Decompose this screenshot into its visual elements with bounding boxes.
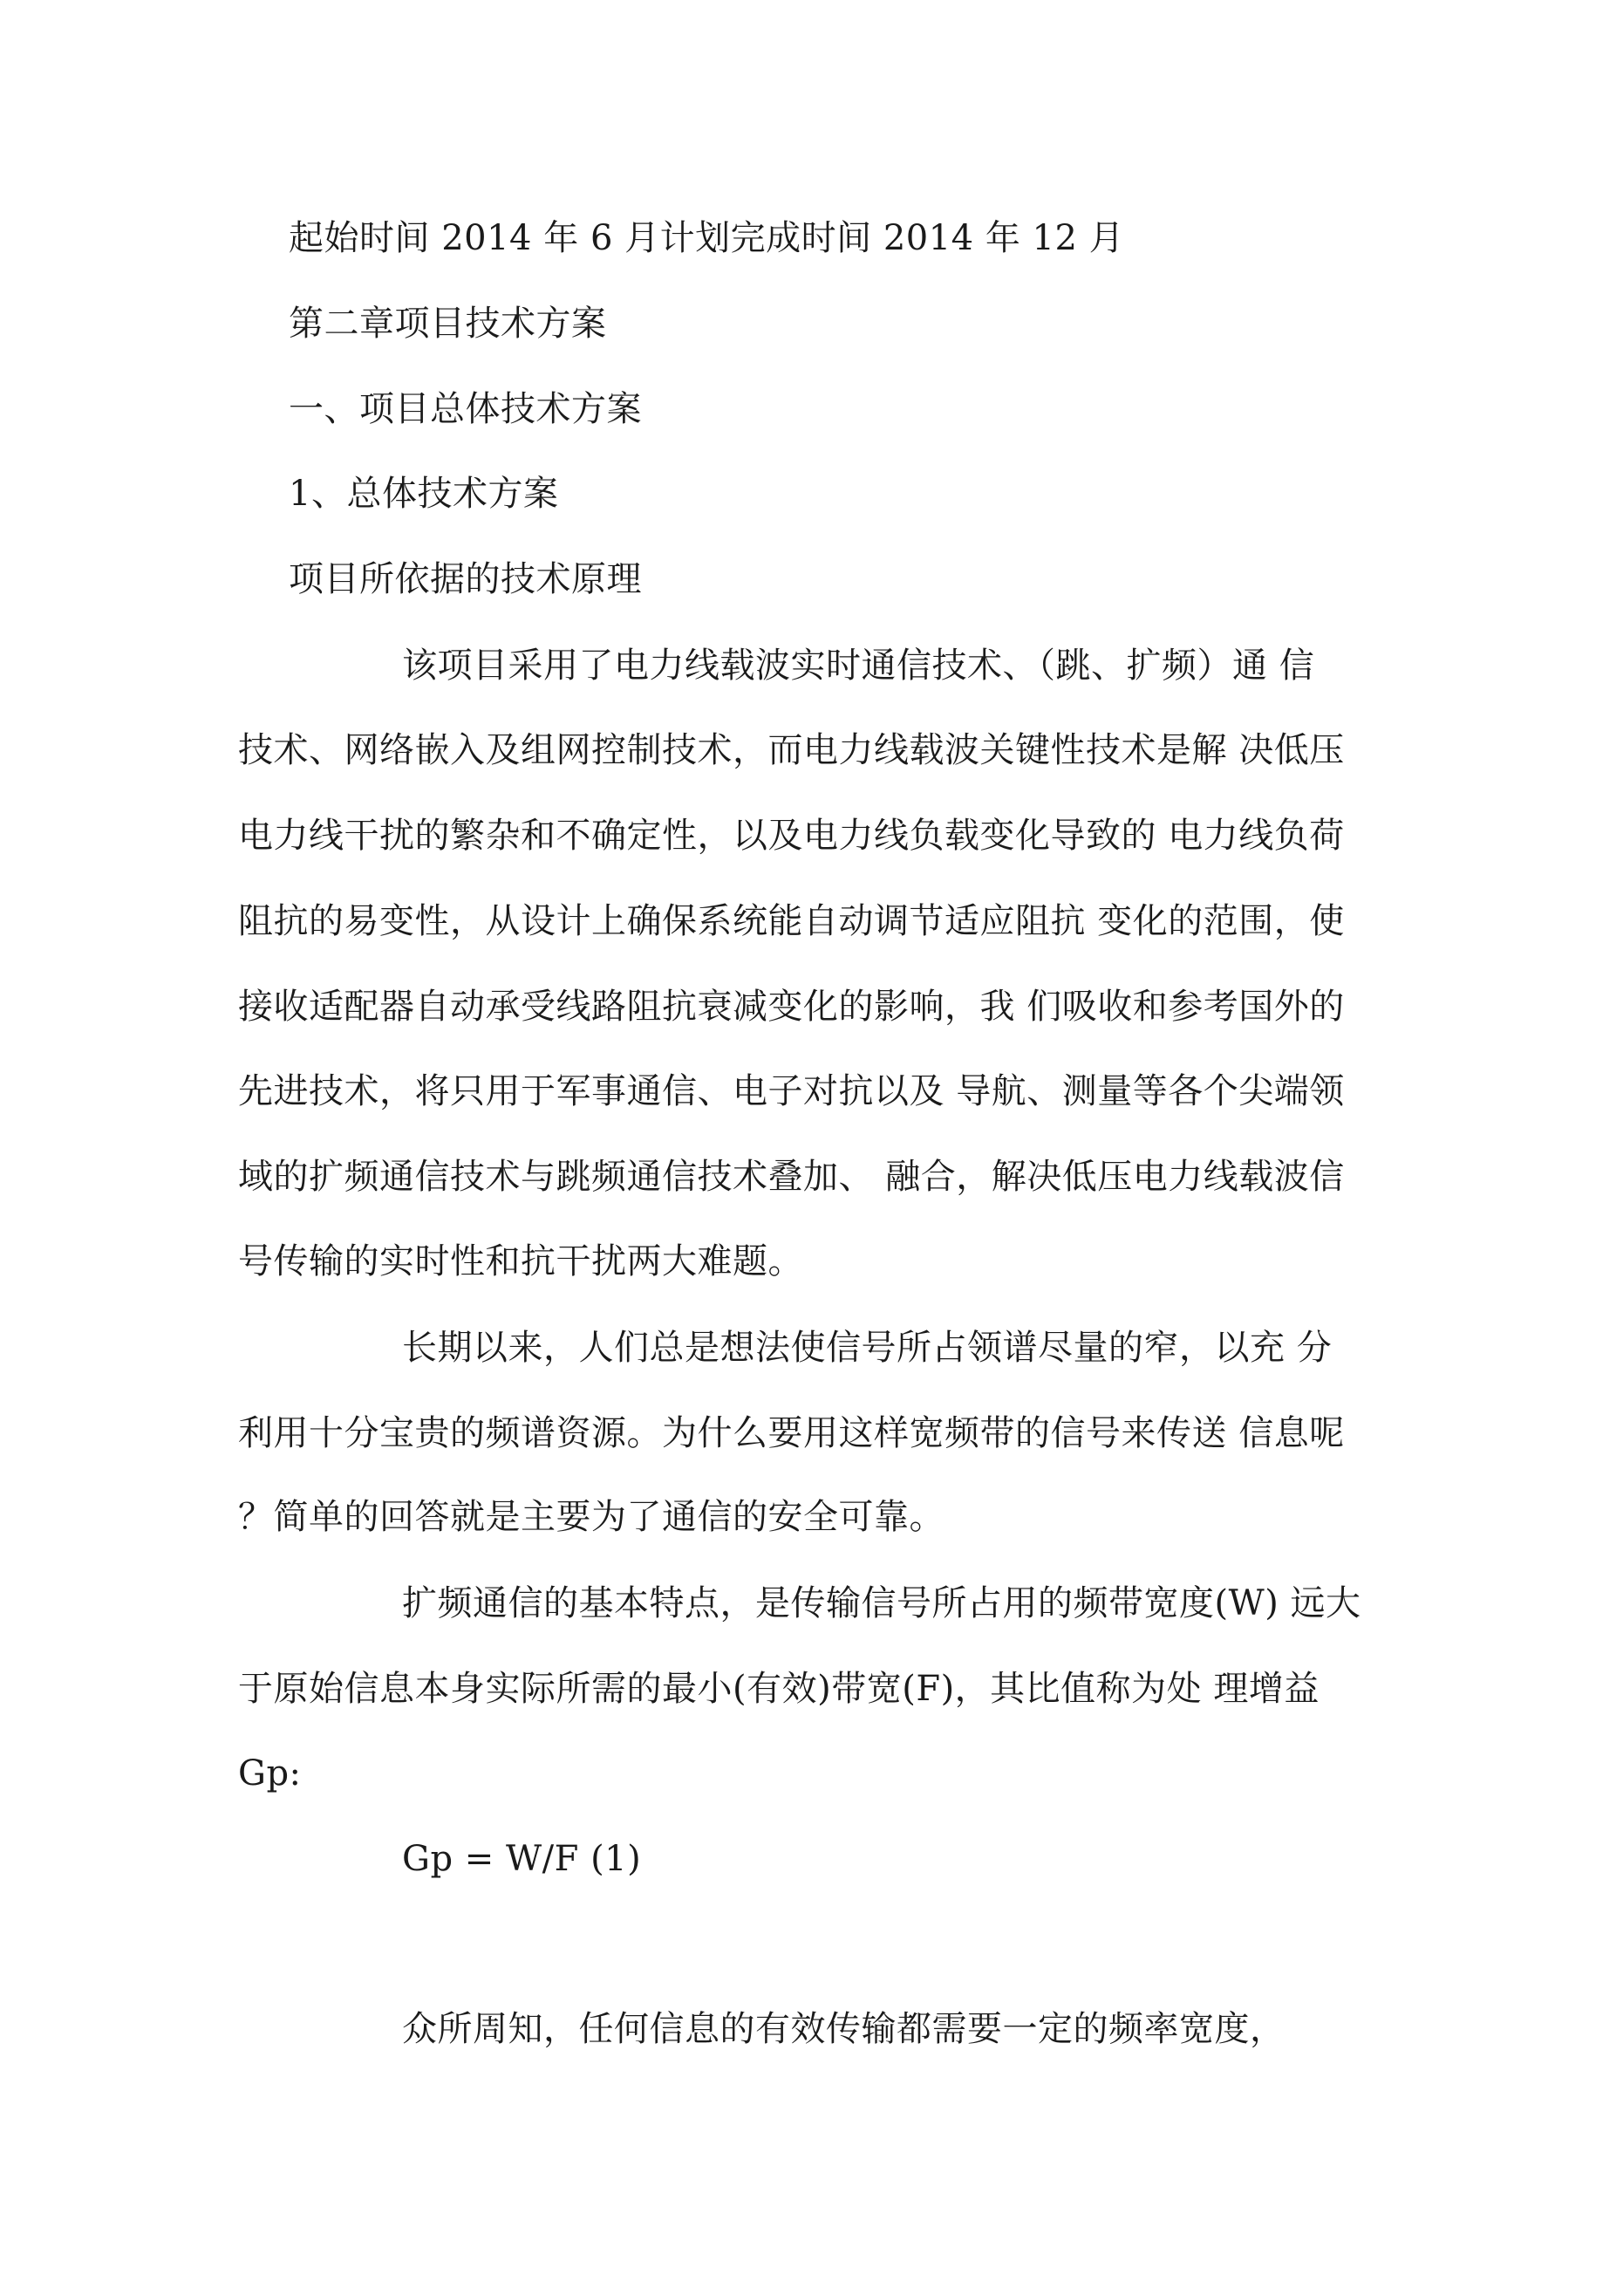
paragraph-line: ？简单的回答就是主要为了通信的安全可靠。 [238,1497,944,1537]
chapter-heading: 第二章项目技术方案 [289,304,607,344]
paragraph-line: 号传输的实时性和抗干扰两大难题。 [238,1241,803,1281]
schedule-line: 起始时间 2014 年 6 月计划完成时间 2014 年 12 月 [289,218,1125,258]
paragraph-line: 扩频通信的基本特点，是传输信号所占用的频带宽度(W) 远大 [402,1583,1361,1623]
paragraph-line: 于原始信息本身实际所需的最小(有效)带宽(F)，其比值称为处 理增益 [238,1669,1320,1709]
paragraph-line: 接收适配器自动承受线路阻抗衰减变化的影响，我 们吸收和参考国外的 [238,987,1345,1027]
topic-heading: 项目所依据的技术原理 [289,559,642,599]
paragraph-line: 众所周知，任何信息的有效传输都需要一定的频率宽度， [402,2009,1285,2049]
paragraph-line: 长期以来，人们总是想法使信号所占领谱尽量的窄，以充 分 [402,1328,1333,1368]
section-heading: 一、项目总体技术方案 [289,389,642,429]
paragraph-line: 该项目采用了电力线载波实时通信技术、（跳、扩频）通 信 [402,646,1315,686]
paragraph-line: 先进技术，将只用于军事通信、电子对抗以及 导航、测量等各个尖端领 [238,1071,1345,1111]
paragraph-line: 利用十分宝贵的频谱资源。为什么要用这样宽频带的信号来传送 信息呢 [238,1413,1345,1453]
paragraph-line: 域的扩频通信技术与跳频通信技术叠加、 融合，解决低压电力线载波信 [238,1157,1345,1197]
paragraph-line: 技术、网络嵌入及组网控制技术，而电力线载波关键性技术是解 决低压 [238,730,1345,770]
subsection-heading: 1、总体技术方案 [289,474,559,514]
paragraph-line: Gp: [238,1753,302,1794]
formula-line: Gp = W/F (1) [402,1839,642,1879]
paragraph-line: 电力线干扰的繁杂和不确定性，以及电力线负载变化导致的 电力线负荷 [238,816,1345,856]
paragraph-line: 阻抗的易变性，从设计上确保系统能自动调节适应阻抗 变化的范围，使 [238,901,1345,941]
